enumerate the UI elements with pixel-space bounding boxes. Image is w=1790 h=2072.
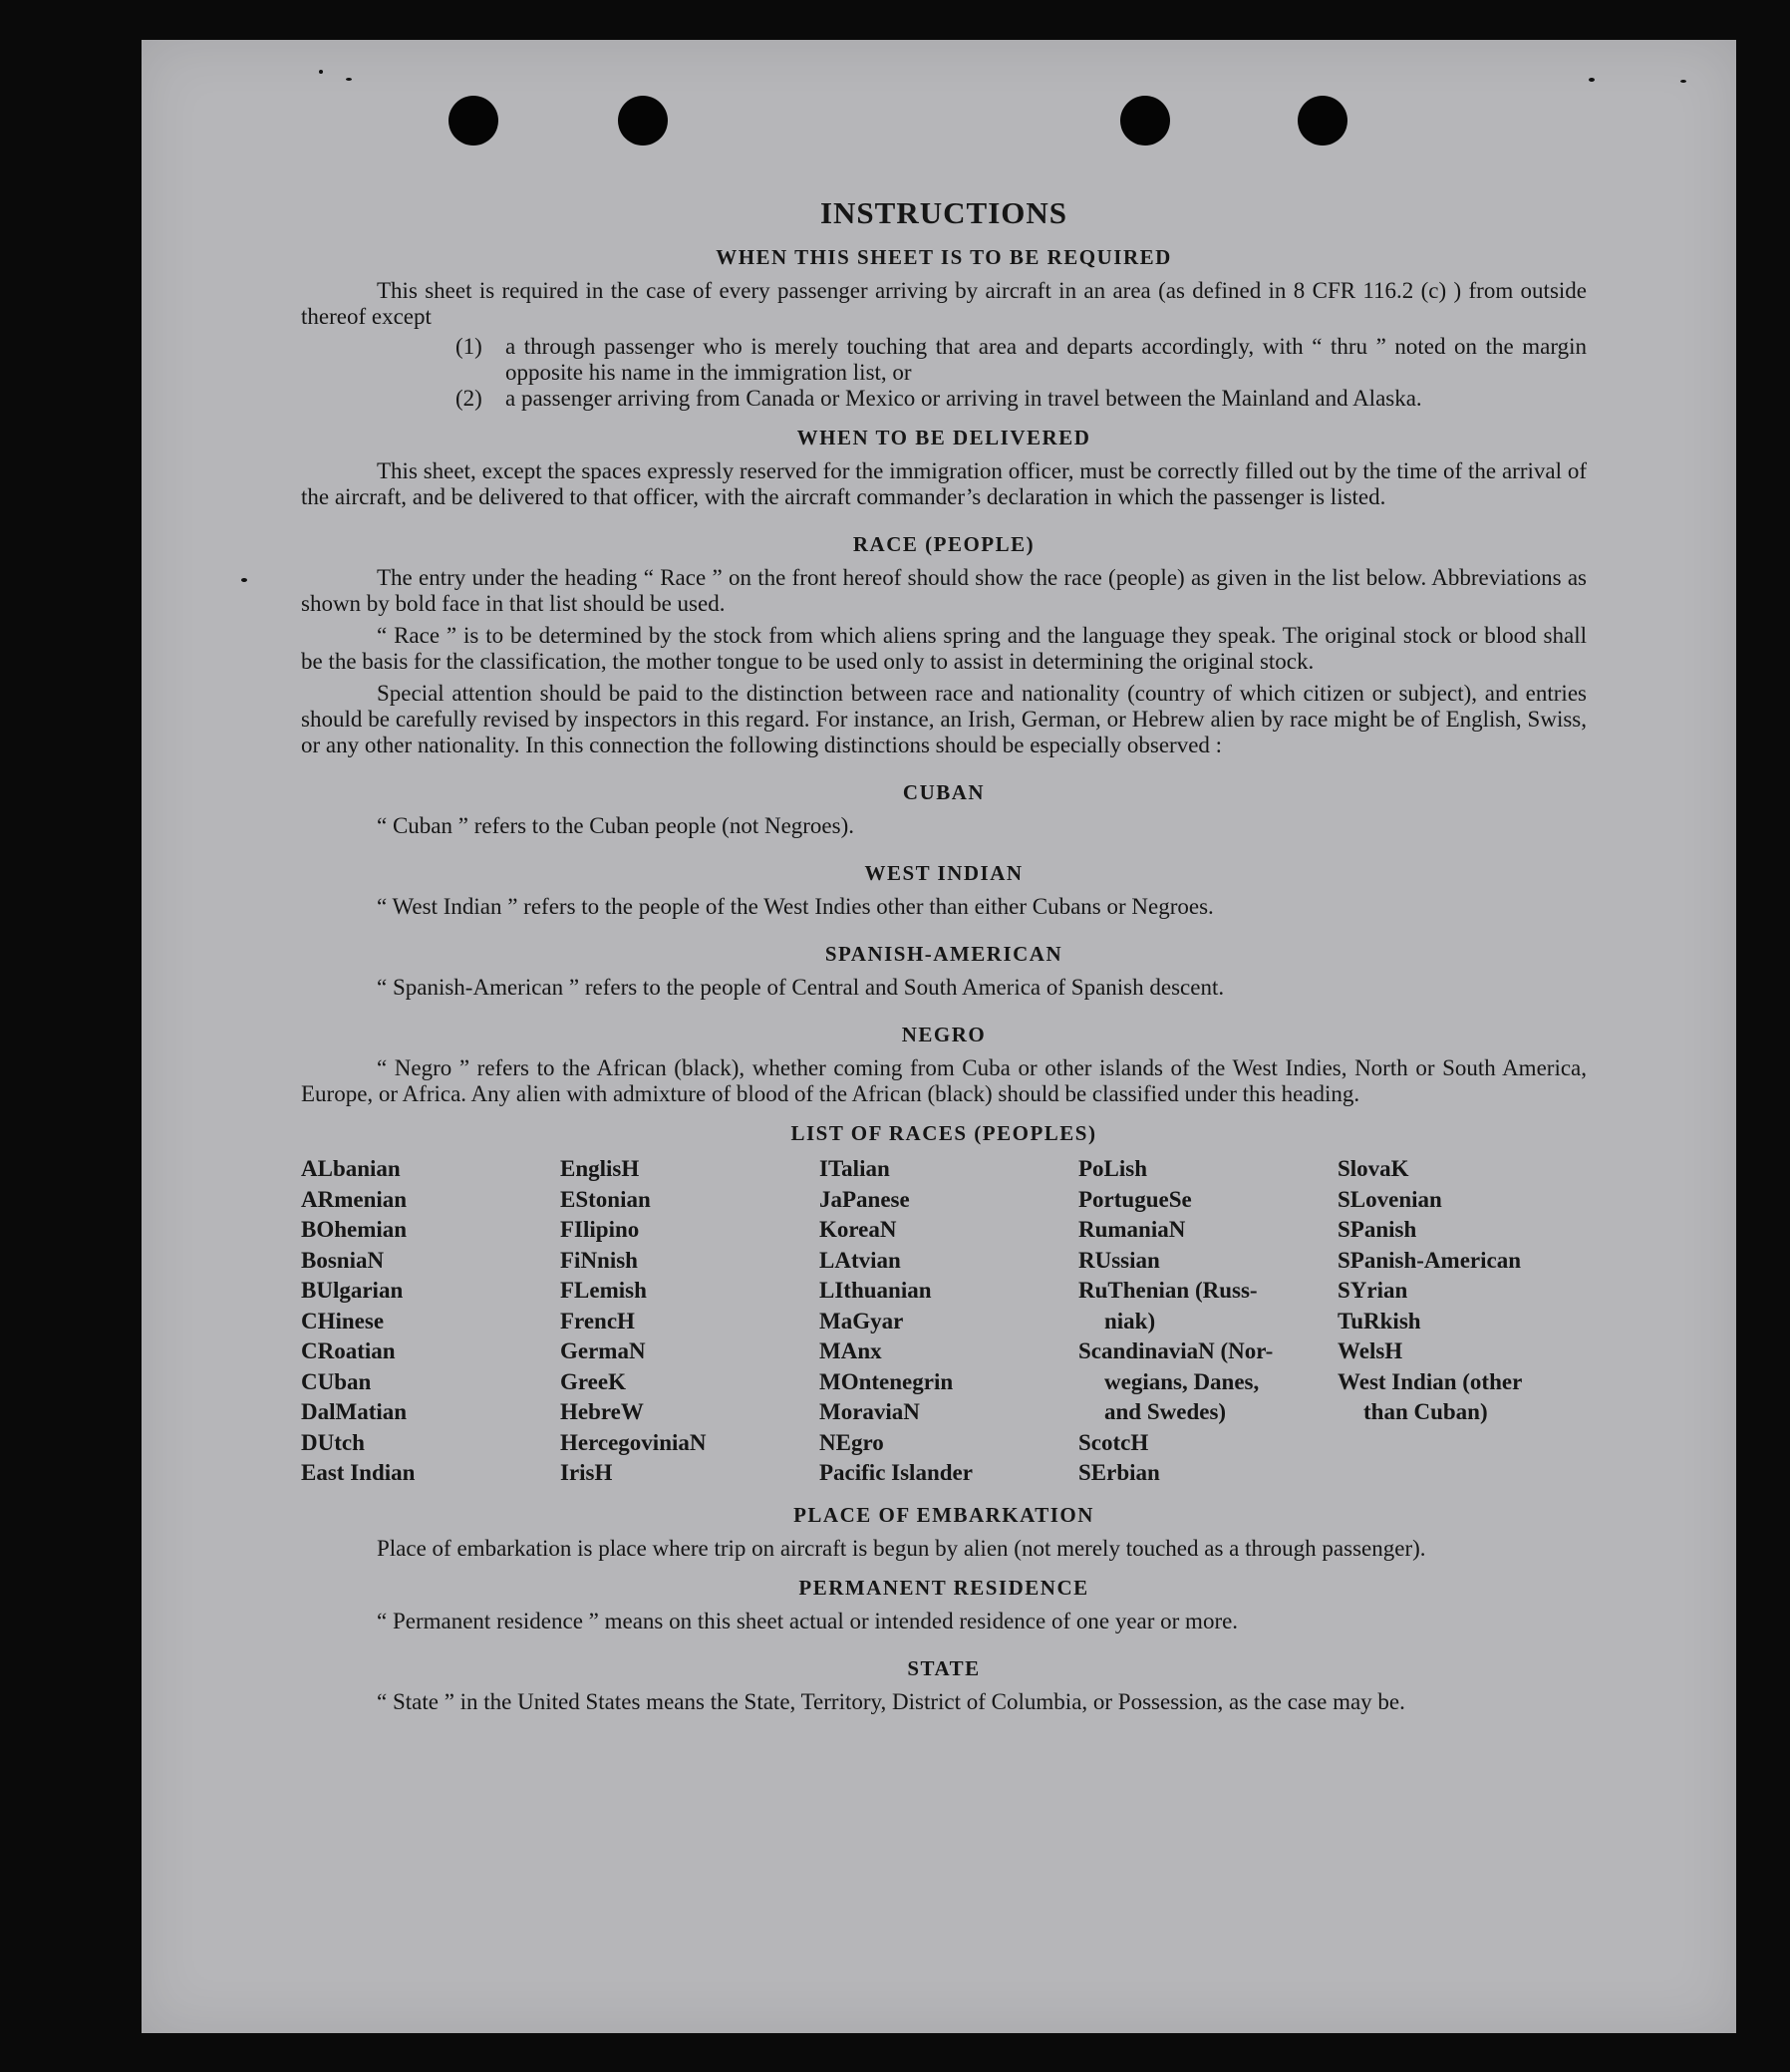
race-entry: RuThenian (Russ-	[1078, 1278, 1258, 1303]
speck	[1680, 80, 1686, 83]
races-column	[301, 1154, 550, 1489]
race-entry: BosniaN	[301, 1247, 385, 1273]
instructions-content	[301, 151, 1587, 1715]
west-indian-text: “ West Indian ” refers to the people of the West Indies other than either Cubans or Negroes.	[377, 894, 1214, 919]
race-entry: JaPanese	[819, 1186, 910, 1212]
race-entry: MAnx	[819, 1338, 882, 1363]
document-sheet	[142, 40, 1736, 2033]
races-list	[301, 1154, 1587, 1489]
embarkation-text: Place of embarkation is place where trip on aircraft is begun by alien (not merely touched as a through passenger).	[377, 1535, 1426, 1561]
section-heading-spanish-american: SPANISH-AMERICAN	[824, 942, 1063, 966]
race-entry: CRoatian	[301, 1338, 396, 1363]
race-paragraph-1: The entry under the heading “ Race ” on the front hereof should show the race (people) as given in the list below. Abbreviations as shown by bold face in that list should be used.	[301, 565, 1587, 616]
race-entry: ALbanian	[301, 1156, 401, 1181]
speck	[346, 78, 352, 81]
race-entry: CUban	[301, 1368, 372, 1394]
race-entry: EnglisH	[560, 1156, 640, 1181]
speck	[319, 70, 323, 74]
list-item: (2) a passenger arriving from Canada or Mexico or arriving in travel between the Mainland and Alaska.	[455, 386, 1422, 411]
negro-text: “ Negro ” refers to the African (black), whether coming from Cuba or other islands of the West Indies, North or South America, Europe, or Africa. Any alien with admixture of blood of the African (black) should be classified under this heading.	[301, 1055, 1587, 1106]
race-entry: CHinese	[301, 1308, 385, 1333]
race-entry: LIthuanian	[819, 1278, 932, 1303]
race-entry: and Swedes)	[1104, 1399, 1227, 1424]
race-entry: MaGyar	[819, 1308, 904, 1333]
race-entry: FLemish	[560, 1278, 647, 1303]
exception-list	[455, 334, 1587, 412]
race-entry: GreeK	[560, 1368, 626, 1394]
race-entry: niak)	[1104, 1308, 1156, 1333]
race-entry: SYrian	[1338, 1278, 1408, 1303]
race-entry: ScotcH	[1078, 1429, 1149, 1455]
section-heading-cuban: CUBAN	[902, 780, 986, 804]
race-entry: HebreW	[560, 1399, 644, 1424]
list-item: (1) a through passenger who is merely touching that area and departs accordingly, with “ thru ” noted on the margin opposite his name in the immigration list, or	[455, 334, 1587, 385]
race-entry: ScandinaviaN (Nor-	[1078, 1338, 1274, 1363]
punch-hole	[448, 96, 498, 146]
section-heading-list-of-races: LIST OF RACES (PEOPLES)	[790, 1121, 1097, 1145]
spanish-american-text: “ Spanish-American ” refers to the people of Central and South America of Spanish descent.	[377, 975, 1225, 1000]
punch-hole	[1298, 96, 1347, 146]
race-entry: RumaniaN	[1078, 1217, 1186, 1242]
race-entry: MOntenegrin	[819, 1368, 954, 1394]
race-entry: EStonian	[560, 1186, 651, 1212]
speck	[241, 578, 247, 582]
section-heading-state: STATE	[907, 1655, 981, 1680]
race-entry: PortugueSe	[1078, 1186, 1192, 1212]
race-entry: ITalian	[819, 1156, 890, 1181]
race-entry: HercegoviniaN	[560, 1429, 707, 1455]
races-column	[819, 1154, 1068, 1489]
race-entry: SErbian	[1078, 1460, 1160, 1485]
section-heading-west-indian: WEST INDIAN	[864, 861, 1024, 885]
race-entry: KoreaN	[819, 1217, 897, 1242]
race-entry: SPanish-American	[1338, 1247, 1521, 1273]
race-entry: PoLish	[1078, 1156, 1148, 1181]
race-entry: LAtvian	[819, 1247, 901, 1273]
section-heading-race: RACE (PEOPLE)	[852, 532, 1036, 556]
race-entry: BUlgarian	[301, 1278, 404, 1303]
race-entry: TuRkish	[1338, 1308, 1421, 1333]
races-column	[1338, 1154, 1587, 1489]
race-entry: ARmenian	[301, 1186, 408, 1212]
race-entry: FrencH	[560, 1308, 635, 1333]
punch-hole	[1120, 96, 1170, 146]
race-entry: SlovaK	[1338, 1156, 1409, 1181]
punch-hole	[618, 96, 668, 146]
race-entry: IrisH	[560, 1460, 613, 1485]
race-entry: DUtch	[301, 1429, 365, 1455]
required-intro: This sheet is required in the case of every passenger arriving by aircraft in an area (as defined in 8 CFR 116.2 (c) ) from outside thereof except	[301, 278, 1587, 329]
cuban-text: “ Cuban ” refers to the Cuban people (not Negroes).	[377, 813, 855, 838]
page-title: INSTRUCTIONS	[819, 195, 1067, 230]
races-column	[1078, 1154, 1328, 1489]
race-entry: WelsH	[1338, 1338, 1403, 1363]
section-heading-negro: NEGRO	[901, 1023, 987, 1046]
race-entry: GermaN	[560, 1338, 646, 1363]
race-entry: RUssian	[1078, 1247, 1160, 1273]
state-text: “ State ” in the United States means the State, Territory, District of Columbia, or Possession, as the case may be.	[377, 1688, 1405, 1714]
race-entry: SPanish	[1338, 1217, 1417, 1242]
race-entry: FIlipino	[560, 1217, 640, 1242]
race-entry: DalMatian	[301, 1399, 408, 1424]
residence-text: “ Permanent residence ” means on this sheet actual or intended residence of one year or more.	[377, 1608, 1239, 1633]
section-heading-embarkation: PLACE OF EMBARKATION	[793, 1502, 1094, 1527]
race-entry: BOhemian	[301, 1217, 408, 1242]
race-entry: SLovenian	[1338, 1186, 1442, 1212]
race-paragraph-3: Special attention should be paid to the distinction between race and nationality (country of which citizen or subject), and entries should be carefully revised by inspectors in this regard. For instance, an Irish, German, or Hebrew alien by race might be of English, Swiss, or any other nationality. In this connection the following distinctions should be especially observed :	[301, 681, 1587, 757]
speck	[1589, 78, 1595, 82]
race-entry: wegians, Danes,	[1104, 1368, 1260, 1394]
section-heading-residence: PERMANENT RESIDENCE	[798, 1575, 1089, 1600]
race-entry: West Indian (other	[1338, 1368, 1523, 1394]
race-entry: NEgro	[819, 1429, 884, 1455]
race-entry: FiNnish	[560, 1247, 638, 1273]
section-heading-required: WHEN THIS SHEET IS TO BE REQUIRED	[716, 245, 1172, 269]
delivered-text: This sheet, except the spaces expressly reserved for the immigration officer, must be correctly filled out by the time of the arrival of the aircraft, and be delivered to that officer, with the aircraft commander’s declaration in which the passenger is listed.	[301, 458, 1587, 509]
race-entry: East Indian	[301, 1460, 416, 1485]
race-entry: MoraviaN	[819, 1399, 920, 1424]
race-entry: than Cuban)	[1363, 1399, 1488, 1424]
race-paragraph-2: “ Race ” is to be determined by the stock from which aliens spring and the language they speak. The original stock or blood shall be the basis for the classification, the mother tongue to be used only to assist in determining the original stock.	[301, 623, 1587, 674]
race-entry: Pacific Islander	[819, 1460, 973, 1485]
races-column	[560, 1154, 809, 1489]
section-heading-delivered: WHEN TO BE DELIVERED	[796, 426, 1091, 449]
